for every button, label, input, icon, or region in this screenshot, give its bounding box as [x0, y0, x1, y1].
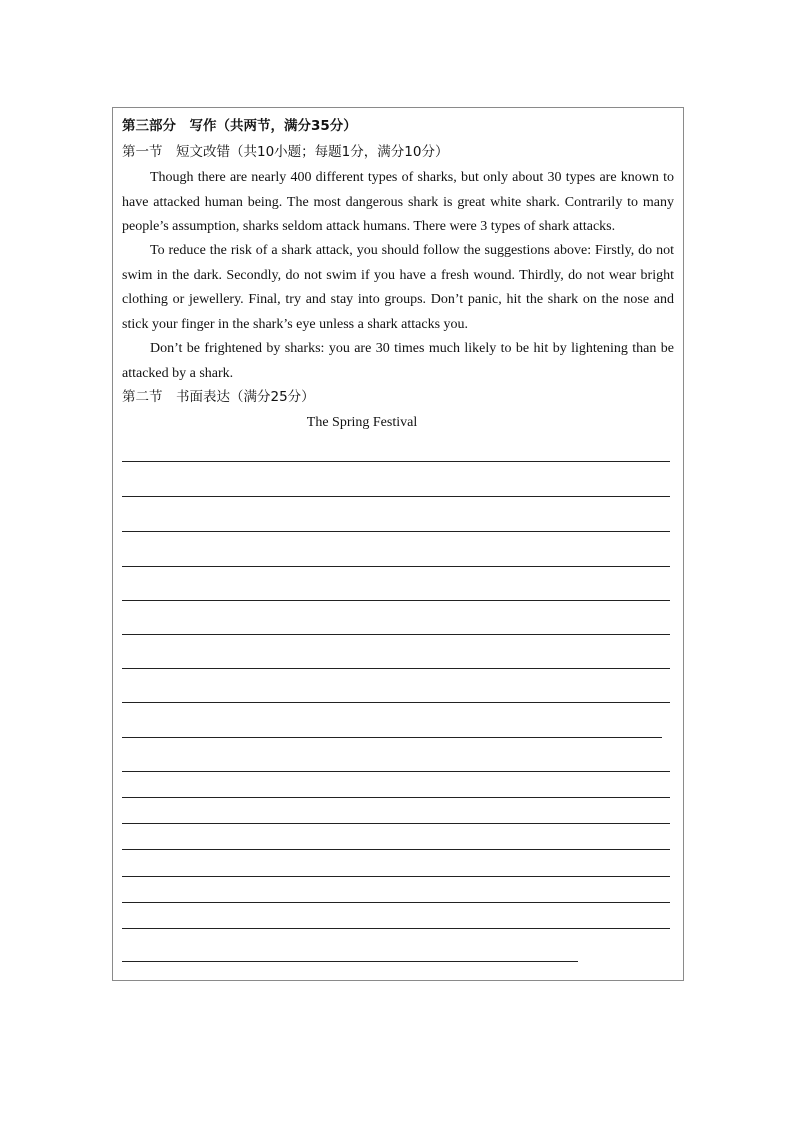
writing-line[interactable] [122, 876, 670, 877]
writing-line[interactable] [122, 668, 670, 669]
writing-line[interactable] [122, 531, 670, 532]
writing-line[interactable] [122, 961, 578, 962]
writing-line[interactable] [122, 849, 670, 850]
essay-title: The Spring Festival [306, 415, 418, 430]
writing-line[interactable] [122, 600, 670, 601]
part-heading: 第三部分 写作（共两节，满分35分） [122, 118, 357, 134]
writing-line[interactable] [122, 461, 670, 462]
writing-line[interactable] [122, 737, 662, 738]
writing-line[interactable] [122, 496, 670, 497]
error-correction-paragraph-1: Though there are nearly 400 different types of sharks, but only about 30 types are known to have attacked human being. The most dangerous shark is great white shark. Contrarily to many people’s assumption, sharks seldom attack humans. There were 3 types of shark attacks. [122, 170, 674, 234]
writing-line[interactable] [122, 823, 670, 824]
writing-line[interactable] [122, 702, 670, 703]
section2-heading: 第二节 书面表达（满分25分） [122, 389, 315, 405]
writing-line[interactable] [122, 771, 670, 772]
writing-line[interactable] [122, 797, 670, 798]
section1-heading: 第一节 短文改错（共10小题；每题1分，满分10分） [122, 144, 449, 160]
error-correction-paragraph-3: Don’t be frightened by sharks: you are 30 times much likely to be hit by lightening than be attacked by a shark. [122, 341, 674, 381]
error-correction-paragraph-2: To reduce the risk of a shark attack, you should follow the suggestions above: Firstly, do not swim in the dark. Secondly, do not swim if you have a fresh wound. Thirdly, do not wear bright clothing or jewellery. Final, try and stay into groups. Don’t panic, hit the shark on the nose and stick your finger in the shark’s eye unless a shark attacks you. [122, 243, 674, 332]
writing-line[interactable] [122, 634, 670, 635]
writing-line[interactable] [122, 928, 670, 929]
writing-line[interactable] [122, 902, 670, 903]
writing-line[interactable] [122, 566, 670, 567]
